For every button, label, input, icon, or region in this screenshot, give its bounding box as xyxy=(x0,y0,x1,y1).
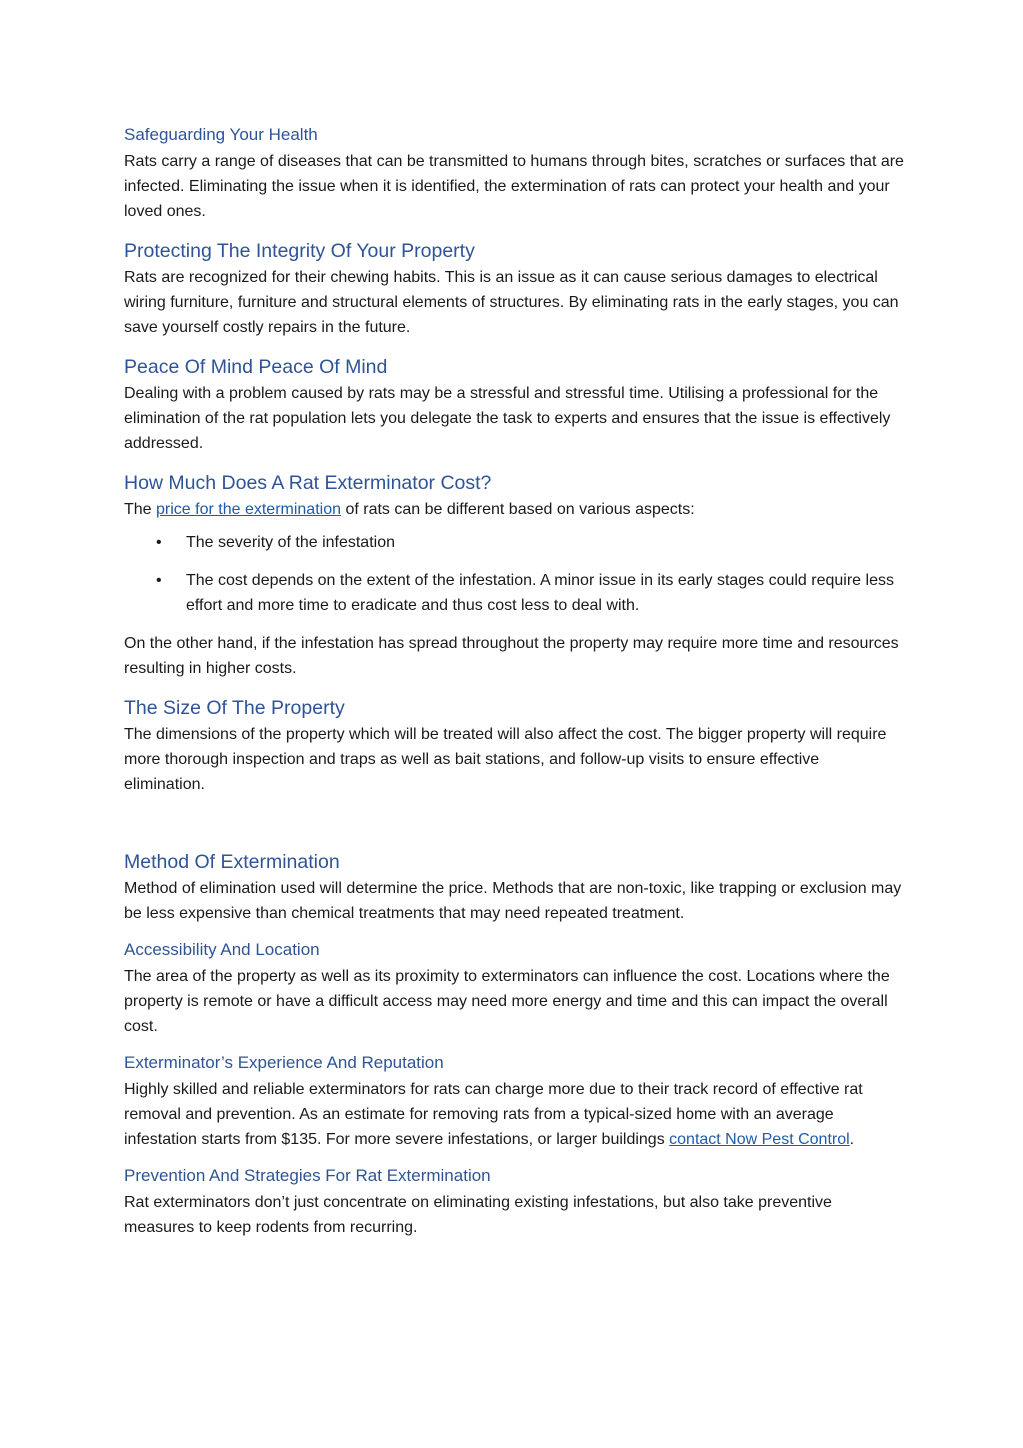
heading-safeguarding-health: Safeguarding Your Health xyxy=(124,125,318,144)
paragraph-safeguarding-health: Rats carry a range of diseases that can be transmitted to humans through bites, scratches or surfaces that are infected. Eliminating the issue when it is identified, the extermination of rats can protect your health and your loved ones. xyxy=(124,153,904,220)
section-peace-of-mind xyxy=(124,354,904,456)
cost-factors-list xyxy=(124,530,904,618)
list-item xyxy=(156,568,904,618)
section-experience xyxy=(124,1052,904,1152)
contact-link[interactable]: contact Now Pest Control xyxy=(669,1131,850,1148)
cost-intro-before: The xyxy=(124,501,157,518)
section-property-size xyxy=(124,695,904,797)
list-item xyxy=(156,530,904,555)
heading-method: Method Of Extermination xyxy=(124,851,340,873)
list-item-text: The cost depends on the extent of the infestation. A minor issue in its early stages could require less effort and more time to eradicate and thus cost less to deal with. xyxy=(186,572,894,614)
paragraph-prevention: Rat exterminators don’t just concentrate on eliminating existing infestations, but also take preventive measures to keep rodents from recurring. xyxy=(124,1194,832,1236)
list-item-text: The severity of the infestation xyxy=(186,534,395,551)
heading-peace-of-mind: Peace Of Mind Peace Of Mind xyxy=(124,356,388,378)
heading-protecting-property: Protecting The Integrity Of Your Property xyxy=(124,240,475,262)
section-accessibility xyxy=(124,939,904,1039)
heading-experience: Exterminator’s Experience And Reputation xyxy=(124,1053,444,1072)
experience-text-end: . xyxy=(849,1131,855,1148)
document-page xyxy=(124,124,904,1240)
heading-property-size: The Size Of The Property xyxy=(124,697,345,719)
paragraph-method: Method of elimination used will determine the price. Methods that are non-toxic, like trapping or exclusion may be less expensive than chemical treatments that may need repeated treatment. xyxy=(124,880,902,922)
heading-prevention: Prevention And Strategies For Rat Extermination xyxy=(124,1166,491,1185)
paragraph-peace-of-mind: Dealing with a problem caused by rats may be a stressful and stressful time. Utilising a professional for the elimination of the rat population lets you delegate the task to experts and ensures that the issue is effectively addressed. xyxy=(124,385,891,452)
paragraph-cost-intro xyxy=(124,497,904,522)
section-method xyxy=(124,849,904,926)
bullet-icon: • xyxy=(156,572,162,589)
price-link[interactable]: price for the extermination xyxy=(156,501,341,518)
paragraph-property-size: The dimensions of the property which will be treated will also affect the cost. The bigger property will require more thorough inspection and traps as well as bait stations, and follow-up visits to ensure effective elimination. xyxy=(124,726,887,793)
bullet-icon: • xyxy=(156,534,162,551)
cost-intro-after: of rats can be different based on various aspects: xyxy=(341,501,695,518)
section-prevention xyxy=(124,1165,904,1240)
paragraph-experience xyxy=(124,1077,904,1152)
section-safeguarding-health xyxy=(124,124,904,224)
experience-text: Highly skilled and reliable exterminators for rats can charge more due to their track record of effective rat removal and prevention. As an estimate for removing rats from a typical-sized home with an average infestation starts from $135. For more severe infestations, or larger buildings xyxy=(124,1081,863,1148)
heading-accessibility: Accessibility And Location xyxy=(124,940,320,959)
section-cost xyxy=(124,470,904,681)
paragraph-protecting-property: Rats are recognized for their chewing habits. This is an issue as it can cause serious damages to electrical wiring furniture, furniture and structural elements of structures. By eliminating rats in the early stages, you can save yourself costly repairs in the future. xyxy=(124,269,899,336)
paragraph-accessibility: The area of the property as well as its proximity to exterminators can influence the cost. Locations where the property is remote or have a difficult access may need more energy and time and this can impact the overall cost. xyxy=(124,968,890,1035)
paragraph-cost-followup: On the other hand, if the infestation has spread throughout the property may require more time and resources resulting in higher costs. xyxy=(124,635,899,677)
section-protecting-property xyxy=(124,238,904,340)
heading-cost: How Much Does A Rat Exterminator Cost? xyxy=(124,472,492,494)
